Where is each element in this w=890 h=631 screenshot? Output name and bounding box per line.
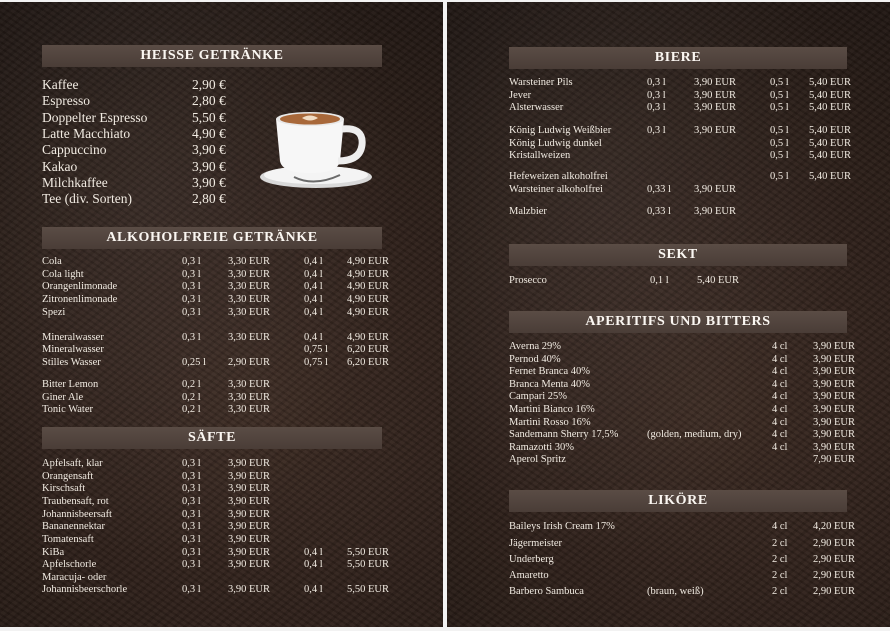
menu-item-row: [0, 77, 443, 93]
item-name: Aperol Spritz: [509, 454, 566, 465]
item-p2: 4,90 EUR: [347, 294, 389, 305]
menu-item-row: [447, 585, 890, 598]
item-p2: 4,90 EUR: [347, 269, 389, 280]
item-name: Latte Macchiato: [42, 125, 131, 141]
item-name: Ramazotti 30%: [509, 442, 575, 453]
item-price: 3,90 EUR: [813, 429, 855, 440]
menu-item-row: [447, 124, 890, 137]
item-price: 2,90 EUR: [813, 554, 855, 565]
item-price: 2,90 EUR: [813, 538, 855, 549]
item-size: 2 cl: [772, 586, 788, 597]
coffee-cup-icon: [258, 105, 378, 191]
item-price: 2,90 EUR: [813, 586, 855, 597]
item-price: 2,80 €: [192, 191, 226, 207]
item-name: Apfelschorle: [42, 559, 97, 570]
item-p2: 5,40 EUR: [809, 102, 851, 113]
item-name: Espresso: [42, 93, 90, 109]
menu-item-row: [447, 76, 890, 89]
menu-item-row: [447, 149, 890, 162]
item-p1: 3,30 EUR: [228, 379, 270, 390]
section-title-aperitifs: APERITIFS UND BITTERS: [509, 311, 847, 333]
menu-item-row: [0, 457, 443, 470]
item-name: Barbero Sambuca: [509, 586, 584, 597]
item-v2: 0,4 l: [304, 332, 323, 343]
item-size: 4 cl: [772, 354, 788, 365]
item-p2: 5,50 EUR: [347, 584, 389, 595]
menu-item-row: [0, 495, 443, 508]
item-p1: 3,90 EUR: [694, 77, 736, 88]
item-name: Stilles Wasser: [42, 357, 101, 368]
item-v1: 0,3 l: [182, 256, 201, 267]
item-v1: 0,3 l: [182, 458, 201, 469]
item-p2: 6,20 EUR: [347, 344, 389, 355]
item-v2: 0,4 l: [304, 281, 323, 292]
item-price: 3,90 EUR: [813, 354, 855, 365]
item-size: 4 cl: [772, 341, 788, 352]
menu-item-row: [0, 293, 443, 306]
item-p1: 3,90 EUR: [228, 471, 270, 482]
item-name: Averna 29%: [509, 341, 561, 352]
item-p1: 3,90 EUR: [228, 547, 270, 558]
item-size: 4 cl: [772, 366, 788, 377]
item-name: Kristallweizen: [509, 150, 571, 161]
menu-item-row: [0, 533, 443, 546]
item-name: Pernod 40%: [509, 354, 561, 365]
item-name: Campari 25%: [509, 391, 568, 402]
menu-item-row: [0, 191, 443, 207]
item-p1: 3,30 EUR: [228, 256, 270, 267]
menu-item-row: [0, 378, 443, 391]
item-name: Jever: [509, 90, 532, 101]
item-name: Tee (div. Sorten): [42, 191, 133, 207]
item-note: (braun, weiß): [647, 586, 704, 597]
item-p1: 3,90 EUR: [228, 509, 270, 520]
menu-item-row: [447, 569, 890, 582]
item-p1: 3,90 EUR: [228, 521, 270, 532]
item-v2: 0,5 l: [770, 102, 789, 113]
item-p2: 5,40 EUR: [809, 171, 851, 182]
item-v1: 0,3 l: [182, 281, 201, 292]
item-name: Kirschsaft: [42, 483, 86, 494]
item-p1: 3,90 EUR: [694, 90, 736, 101]
item-name: Zitronenlimonade: [42, 294, 118, 305]
item-v2: 0,75 l: [304, 357, 328, 368]
item-name: Branca Menta 40%: [509, 379, 591, 390]
item-name: Cola light: [42, 269, 84, 280]
item-name: Giner Ale: [42, 392, 84, 403]
item-v1: 0,3 l: [647, 102, 666, 113]
item-name: Jägermeister: [509, 538, 563, 549]
menu-item-row: [0, 403, 443, 416]
item-v1: 0,3 l: [182, 547, 201, 558]
item-name: Kaffee: [42, 77, 79, 92]
item-p1: 3,90 EUR: [228, 458, 270, 469]
item-v2: 0,5 l: [770, 77, 789, 88]
item-p1: 3,30 EUR: [228, 332, 270, 343]
item-v1: 0,3 l: [182, 521, 201, 532]
menu-item-row: [447, 170, 890, 183]
item-v2: 0,75 l: [304, 344, 328, 355]
menu-item-row: [447, 101, 890, 114]
item-name: Baileys Irish Cream 17%: [509, 521, 615, 532]
item-p2: 5,40 EUR: [809, 138, 851, 149]
item-v1: 0,3 l: [182, 294, 201, 305]
item-price: 3,90 EUR: [813, 442, 855, 453]
item-p1: 3,30 EUR: [228, 392, 270, 403]
item-p2: 4,90 EUR: [347, 307, 389, 318]
menu-item-row: [447, 183, 890, 196]
item-v2: 0,5 l: [770, 90, 789, 101]
item-v2: 0,4 l: [304, 307, 323, 318]
item-p2: 5,40 EUR: [809, 150, 851, 161]
item-name: Bananennektar: [42, 521, 105, 532]
item-v2: 0,4 l: [304, 294, 323, 305]
item-name: Mineralwasser: [42, 344, 104, 355]
menu-item-row: [0, 583, 443, 596]
item-name: Doppelter Espresso: [42, 109, 148, 125]
item-v2: 0,4 l: [304, 256, 323, 267]
item-price: 3,90 EUR: [813, 379, 855, 390]
item-name: Johannisbeerschorle: [42, 584, 128, 595]
item-price: 3,90 EUR: [813, 417, 855, 428]
item-v1: 0,3 l: [182, 471, 201, 482]
item-name: Milchkaffee: [42, 174, 108, 190]
item-v1: 0,33 l: [647, 206, 671, 217]
item-size: 4 cl: [772, 521, 788, 532]
item-name: Warsteiner Pils: [509, 77, 573, 88]
item-p1: 3,90 EUR: [228, 559, 270, 570]
item-price: 3,90 EUR: [813, 404, 855, 415]
item-name: KiBa: [42, 547, 65, 558]
item-v2: 0,4 l: [304, 269, 323, 280]
item-v2: 0,4 l: [304, 584, 323, 595]
item-name: Malzbier: [509, 206, 547, 217]
item-p2: 5,40 EUR: [809, 125, 851, 136]
item-name: Underberg: [509, 554, 554, 565]
item-name: Traubensaft, rot: [42, 496, 109, 507]
item-price: 3,90 EUR: [813, 341, 855, 352]
item-price: 2,90 €: [192, 77, 226, 92]
item-name: Prosecco: [509, 275, 547, 286]
item-price: 3,90 EUR: [813, 391, 855, 402]
item-v2: 0,5 l: [770, 171, 789, 182]
item-price: 4,20 EUR: [813, 521, 855, 532]
menu-item-row: [0, 356, 443, 369]
item-price: 5,50 €: [192, 109, 226, 125]
menu-item-row: [447, 520, 890, 533]
item-v1: 0,2 l: [182, 392, 201, 403]
menu-item-row: [0, 343, 443, 356]
item-p1: 3,90 EUR: [694, 102, 736, 113]
item-name: Sandemann Sherry 17,5%: [509, 429, 619, 440]
item-price: 3,90 €: [192, 158, 226, 174]
item-name: Mineralwasser: [42, 332, 104, 343]
item-v1: 0,3 l: [647, 125, 666, 136]
item-name: Amaretto: [509, 570, 549, 581]
menu-item-row: [0, 520, 443, 533]
item-p2: 4,90 EUR: [347, 332, 389, 343]
menu-item-row: [0, 558, 443, 571]
item-v1: 0,3 l: [182, 307, 201, 318]
menu-item-row: [447, 403, 890, 416]
item-p1: 3,90 EUR: [694, 184, 736, 195]
item-v2: 0,5 l: [770, 150, 789, 161]
item-v1: 0,3 l: [182, 559, 201, 570]
item-v1: 0,25 l: [182, 357, 206, 368]
menu-item-row: [447, 205, 890, 218]
menu-item-row: [0, 255, 443, 268]
item-p2: 4,90 EUR: [347, 256, 389, 267]
item-v2: 0,4 l: [304, 559, 323, 570]
menu-item-row: [0, 306, 443, 319]
menu-item-row: [447, 453, 890, 466]
item-p1: 3,90 EUR: [228, 584, 270, 595]
item-p1: 3,90 EUR: [694, 206, 736, 217]
item-note: (golden, medium, dry): [647, 429, 742, 440]
menu-item-row: [447, 365, 890, 378]
section-title-sekt: SEKT: [509, 244, 847, 266]
item-name: Alsterwasser: [509, 102, 564, 113]
item-name: König Ludwig dunkel: [509, 138, 602, 149]
left-menu-page: [0, 2, 443, 627]
menu-item-row: [447, 340, 890, 353]
item-p1: 5,40 EUR: [697, 275, 739, 286]
item-v1: 0,3 l: [182, 269, 201, 280]
item-name: Cappuccino: [42, 142, 107, 158]
item-v1: 0,3 l: [182, 496, 201, 507]
menu-item-row: [447, 537, 890, 550]
item-name: Orangenlimonade: [42, 281, 118, 292]
item-p1: 3,90 EUR: [228, 483, 270, 494]
item-name: Kakao: [42, 158, 78, 174]
item-v2: 0,5 l: [770, 138, 789, 149]
item-p1: 3,30 EUR: [228, 294, 270, 305]
menu-item-row: [0, 280, 443, 293]
item-name: Orangensaft: [42, 471, 94, 482]
item-name: Martini Rosso 16%: [509, 417, 591, 428]
item-name: Apfelsaft, klar: [42, 458, 103, 469]
section-title-beers: BIERE: [509, 47, 847, 69]
item-v2: 0,4 l: [304, 547, 323, 558]
item-v1: 0,3 l: [182, 332, 201, 343]
item-v1: 0,3 l: [182, 483, 201, 494]
item-p1: 3,90 EUR: [228, 534, 270, 545]
item-p2: 5,50 EUR: [347, 559, 389, 570]
item-v1: 0,2 l: [182, 379, 201, 390]
item-v1: 0,1 l: [650, 275, 669, 286]
item-p1: 3,90 EUR: [694, 125, 736, 136]
item-name: Tomatensaft: [42, 534, 94, 545]
item-size: 4 cl: [772, 391, 788, 402]
item-v1: 0,2 l: [182, 404, 201, 415]
item-name: Martini Bianco 16%: [509, 404, 595, 415]
item-price: 4,90 €: [192, 125, 226, 141]
item-name: Maracuja- oder: [42, 572, 107, 583]
item-name: Hefeweizen alkoholfrei: [509, 171, 608, 182]
menu-item-row: [0, 482, 443, 495]
item-p1: 3,90 EUR: [228, 496, 270, 507]
item-p2: 5,50 EUR: [347, 547, 389, 558]
item-size: 2 cl: [772, 538, 788, 549]
item-name: König Ludwig Weißbier: [509, 125, 612, 136]
item-v1: 0,3 l: [182, 534, 201, 545]
menu-item-row: [447, 390, 890, 403]
item-price: 3,90 €: [192, 174, 226, 190]
right-menu-page: [447, 2, 890, 627]
item-size: 2 cl: [772, 570, 788, 581]
section-title-hot-drinks: HEISSE GETRÄNKE: [42, 45, 382, 67]
item-price: 2,90 EUR: [813, 570, 855, 581]
item-v1: 0,3 l: [182, 509, 201, 520]
item-size: 4 cl: [772, 417, 788, 428]
item-p2: 4,90 EUR: [347, 281, 389, 292]
item-p1: 3,30 EUR: [228, 269, 270, 280]
item-p1: 3,30 EUR: [228, 307, 270, 318]
menu-item-row: [447, 274, 890, 287]
item-price: 3,90 €: [192, 142, 226, 158]
item-name: Cola: [42, 256, 62, 267]
item-size: 2 cl: [772, 554, 788, 565]
item-v1: 0,3 l: [182, 584, 201, 595]
item-name: Tonic Water: [42, 404, 93, 415]
item-v1: 0,3 l: [647, 77, 666, 88]
item-size: 4 cl: [772, 442, 788, 453]
menu-item-row: [447, 553, 890, 566]
item-name: Warsteiner alkoholfrei: [509, 184, 603, 195]
section-title-juices: SÄFTE: [42, 427, 382, 449]
menu-item-row: [447, 428, 890, 441]
section-title-soft-drinks: ALKOHOLFREIE GETRÄNKE: [42, 227, 382, 249]
item-size: 4 cl: [772, 404, 788, 415]
item-p2: 6,20 EUR: [347, 357, 389, 368]
item-v1: 0,3 l: [647, 90, 666, 101]
item-price: 2,80 €: [192, 93, 226, 109]
item-name: Fernet Branca 40%: [509, 366, 591, 377]
item-price: 3,90 EUR: [813, 366, 855, 377]
item-p2: 5,40 EUR: [809, 90, 851, 101]
item-name: Bitter Lemon: [42, 379, 99, 390]
item-v1: 0,33 l: [647, 184, 671, 195]
item-size: 4 cl: [772, 429, 788, 440]
item-price: 7,90 EUR: [813, 454, 855, 465]
item-name: Johannisbeersaft: [42, 509, 112, 520]
item-v2: 0,5 l: [770, 125, 789, 136]
item-p1: 3,30 EUR: [228, 404, 270, 415]
item-p1: 2,90 EUR: [228, 357, 270, 368]
section-title-liqueurs: LIKÖRE: [509, 490, 847, 512]
item-size: 4 cl: [772, 379, 788, 390]
item-name: Spezi: [42, 307, 66, 318]
item-p2: 5,40 EUR: [809, 77, 851, 88]
item-p1: 3,30 EUR: [228, 281, 270, 292]
